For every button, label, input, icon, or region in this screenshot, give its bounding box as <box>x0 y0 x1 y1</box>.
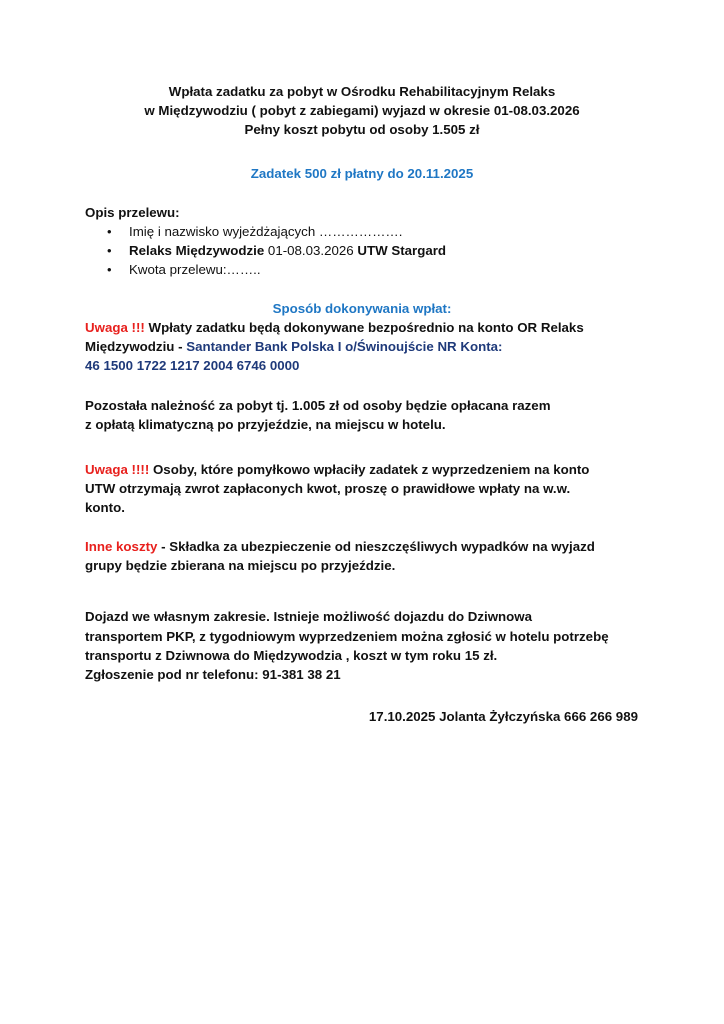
header-line-3: Pełny koszt pobytu od osoby 1.505 zł <box>244 122 480 137</box>
bullet-icon: • <box>107 224 112 239</box>
transfer-description-title: Opis przelewu: <box>85 205 180 220</box>
bullet-bold-text: UTW Stargard <box>357 243 447 258</box>
bullet-item-name <box>107 222 402 241</box>
refund-line-2: UTW otrzymają zwrot zapłaconych kwot, proszę o prawidłowe wpłaty na w.w. <box>85 481 571 496</box>
bullet-text: Imię i nazwisko wyjeżdżających ………………. <box>129 224 403 239</box>
transport-line-1: Dojazd we własnym zakresie. Istnieje możliwość dojazdu do Dziwnowa <box>85 609 533 624</box>
bullet-bold-text: Relaks Międzywodzie <box>129 243 265 258</box>
bullet-icon: • <box>107 243 112 258</box>
refund-label: Uwaga !!!! <box>85 462 150 477</box>
bullet-text: Kwota przelewu:…….. <box>129 262 261 277</box>
warning-label: Uwaga !!! <box>85 320 145 335</box>
bullet-item-title <box>107 241 446 260</box>
signature-line: 17.10.2025 Jolanta Żyłczyńska 666 266 989 <box>368 709 638 724</box>
transport-line-2: transportem PKP, z tygodniowym wyprzedzeniem można zgłosić w hotelu potrzebę <box>85 629 609 644</box>
transport-line-4: Zgłoszenie pod nr telefonu: 91-381 38 21 <box>85 667 341 682</box>
payment-line-text: Międzywodziu - <box>85 339 187 354</box>
payment-warning-line <box>85 318 584 337</box>
other-costs-label: Inne koszty <box>85 539 158 554</box>
payment-bank-line <box>85 337 502 356</box>
bank-account-number: 46 1500 1722 1217 2004 6746 0000 <box>85 358 300 373</box>
bank-name: Santander Bank Polska I o/Świnoujście NR Konta: <box>186 339 503 354</box>
other-costs-line-2: grupy będzie zbierana na miejscu po przyjeździe. <box>85 558 396 573</box>
refund-line-1 <box>85 460 589 479</box>
other-costs-text: - Składka za ubezpieczenie od nieszczęśliwych wypadków na wyjazd <box>157 539 595 554</box>
header-line-1: Wpłata zadatku za pobyt w Ośrodku Rehabilitacyjnym Relaks <box>168 84 556 99</box>
header-line-2: w Międzywodziu ( pobyt z zabiegami) wyjazd w okresie 01-08.03.2026 <box>144 103 580 118</box>
transport-line-3: transportu z Dziwnowa do Międzywodzia , koszt w tym roku 15 zł. <box>85 648 498 663</box>
payment-method-title: Sposób dokonywania wpłat: <box>272 301 452 316</box>
refund-text: Osoby, które pomyłkowo wpłaciły zadatek z wyprzedzeniem na konto <box>149 462 590 477</box>
bullet-text: 01-08.03.2026 <box>264 243 358 258</box>
warning-text: Wpłaty zadatku będą dokonywane bezpośrednio na konto OR Relaks <box>144 320 584 335</box>
bullet-item-amount <box>107 260 261 279</box>
bullet-icon: • <box>107 262 112 277</box>
remaining-line-1: Pozostała należność za pobyt tj. 1.005 zł od osoby będzie opłacana razem <box>85 398 551 413</box>
deposit-notice: Zadatek 500 zł płatny do 20.11.2025 <box>250 166 474 181</box>
remaining-line-2: z opłatą klimatyczną po przyjeździe, na miejscu w hotelu. <box>85 417 446 432</box>
other-costs-line-1 <box>85 537 595 556</box>
refund-line-3: konto. <box>85 500 125 515</box>
